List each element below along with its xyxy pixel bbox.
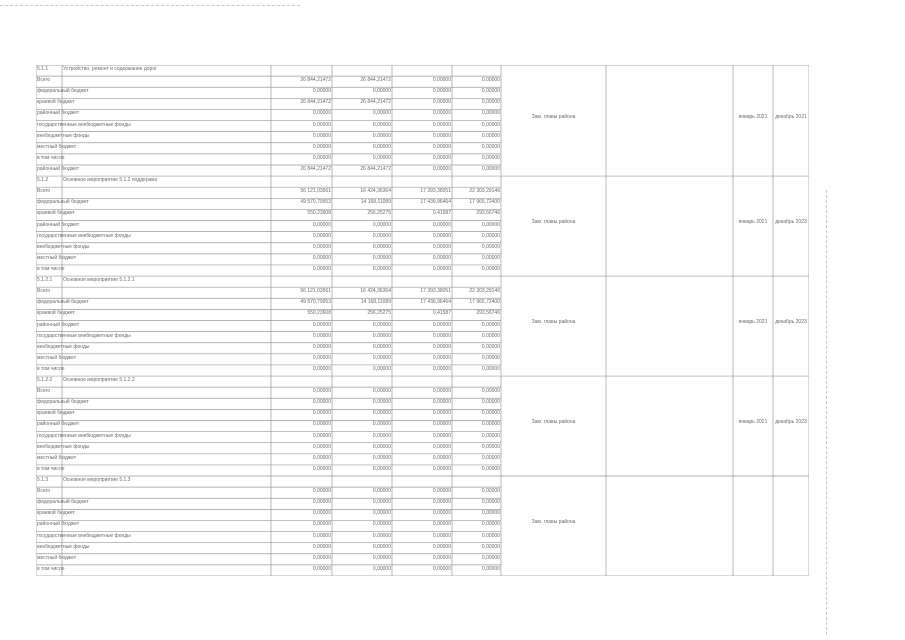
row-value: 0,00000 [432,232,451,239]
row-value: 0,00000 [481,454,500,461]
row-value: 0,00000 [312,499,331,506]
row-value: 0,41587 [432,310,451,317]
row-label: районный бюджет [37,521,80,528]
section-heading: Основное мероприятие 5.1.2.2 [63,377,135,384]
section-heading: Основное мероприятие 5.1.3 [63,477,131,484]
row-label: в том числе [37,265,65,272]
row-value: 0,00000 [312,488,331,495]
row-value: 0,00000 [481,132,500,139]
row-value: 0,00000 [432,99,451,106]
row-label: местный бюджет [37,554,77,561]
row-value: 293,56746 [476,310,500,317]
row-value: 0,00000 [372,565,391,572]
start-date-cell: январь 2021 [738,219,768,226]
row-value: 256,25275 [367,310,391,317]
end-date-cell: декабрь 2023 [775,219,807,226]
row-value: 0,00000 [372,388,391,395]
row-value: 0,00000 [432,321,451,328]
row-value: 0,00000 [372,421,391,428]
row-label: федеральный бюджет [37,299,89,306]
row-value: 0,00000 [312,354,331,361]
row-value: 0,00000 [312,110,331,117]
row-value: 0,00000 [372,410,391,417]
row-label: государственные внебюджетные фонды [37,332,131,339]
row-value: 0,00000 [432,77,451,84]
row-value: 0,00000 [372,243,391,250]
executor-cell: Зам. главы района [531,419,576,426]
section-code: 5.1.2.2 [37,377,53,384]
row-value: 0,00000 [432,465,451,472]
start-date-cell [734,519,772,535]
row-value: 0,00000 [432,554,451,561]
row-value: 0,00000 [432,143,451,150]
result-cell [607,114,732,130]
row-value: 0,00000 [432,165,451,172]
row-label: Всего [37,188,51,195]
end-date-cell [774,519,808,535]
row-label: краевой бюджет [37,510,75,517]
row-value: 0,00000 [432,443,451,450]
row-value: 0,00000 [432,265,451,272]
row-value: 0,00000 [312,343,331,350]
row-value: 0,00000 [481,77,500,84]
row-value: 0,00000 [481,243,500,250]
row-value: 26 844,21472 [300,99,331,106]
row-value: 0,00000 [372,454,391,461]
result-cell [607,319,732,335]
row-value: 0,00000 [372,432,391,439]
row-value: 16 424,36364 [360,188,391,195]
row-value: 0,00000 [432,332,451,339]
row-value: 0,00000 [312,543,331,550]
row-label: в том числе [37,565,65,572]
section-code: 5.1.3 [37,477,49,484]
row-value: 0,00000 [481,554,500,561]
row-value: 0,00000 [372,332,391,339]
row-value: 0,00000 [432,454,451,461]
end-date-cell: декабрь 2023 [775,319,807,326]
row-value: 0,00000 [481,221,500,228]
row-value: 0,00000 [481,432,500,439]
end-date-cell: декабрь 2021 [775,113,807,120]
row-label: государственные внебюджетные фонды [37,232,131,239]
row-value: 0,00000 [312,432,331,439]
row-value: 0,00000 [312,554,331,561]
row-value: 0,00000 [481,165,500,172]
row-value: 0,00000 [312,454,331,461]
row-value: 0,00000 [432,254,451,261]
row-value: 0,00000 [372,343,391,350]
row-label: государственные внебюджетные фонды [37,432,131,439]
executor-cell: Зам. главы района [531,519,576,525]
row-value: 0,00000 [481,343,500,350]
row-label: федеральный бюджет [37,499,89,506]
section-heading: Основное мероприятие 5.1.2.1 [63,277,135,284]
row-value: 0,00000 [481,232,500,239]
row-value: 0,00000 [312,510,331,517]
row-value: 0,00000 [432,388,451,395]
row-value: 0,00000 [312,243,331,250]
row-value: 0,00000 [372,154,391,161]
row-value: 0,00000 [312,132,331,139]
row-value: 0,00000 [312,232,331,239]
row-value: 0,00000 [481,410,500,417]
row-value: 16 424,36364 [360,288,391,295]
row-label: краевой бюджет [37,210,75,217]
row-value: 17 393,38051 [420,188,451,195]
row-value: 0,00000 [481,565,500,572]
row-label: районный бюджет [37,321,80,328]
row-value: 0,00000 [372,88,391,95]
budget-table [36,65,809,576]
row-value: 0,00000 [432,565,451,572]
row-value: 0,00000 [481,265,500,272]
row-label: государственные внебюджетные фонды [37,532,131,539]
row-label: районный бюджет [37,110,80,117]
row-label: Всего [37,288,51,295]
row-value: 0,00000 [481,499,500,506]
row-value: 0,00000 [432,132,451,139]
row-value: 0,00000 [432,521,451,528]
row-value: 0,00000 [372,321,391,328]
row-value: 0,00000 [312,265,331,272]
row-value: 0,00000 [432,110,451,117]
row-value: 0,00000 [432,399,451,406]
row-value: 0,00000 [372,554,391,561]
row-value: 0,00000 [481,443,500,450]
row-value: 56 121,03561 [300,288,331,295]
row-value: 0,00000 [372,532,391,539]
row-value: 0,00000 [372,365,391,372]
row-value: 0,00000 [312,465,331,472]
row-value: 0,00000 [432,121,451,128]
section-heading: Устройство, ремонт и содержание дорог [63,66,157,72]
row-value: 17 393,38051 [420,288,451,295]
row-value: 0,00000 [432,354,451,361]
row-value: 0,00000 [481,488,500,495]
row-value: 0,00000 [432,243,451,250]
row-value: 0,00000 [481,388,500,395]
row-value: 0,00000 [312,521,331,528]
row-label: Всего [37,388,51,395]
row-value: 0,00000 [432,543,451,550]
row-value: 0,00000 [372,510,391,517]
result-cell [607,219,732,235]
row-value: 0,00000 [432,421,451,428]
row-value: 0,00000 [432,88,451,95]
row-value: 0,00000 [312,388,331,395]
row-value: 0,00000 [481,465,500,472]
row-value: 0,00000 [312,332,331,339]
row-value: 0,00000 [481,354,500,361]
row-value: 0,00000 [481,154,500,161]
section-code: 5.1.2.1 [37,277,53,284]
row-label: государственные внебюджетные фонды [37,121,131,128]
row-value: 0,00000 [372,110,391,117]
row-value: 0,00000 [312,532,331,539]
row-label: Всего [37,488,51,495]
row-label: в том числе [37,154,65,161]
row-value: 17 436,96464 [420,199,451,206]
row-label: в том числе [37,365,65,372]
row-value: 49 570,79953 [300,299,331,306]
row-value: 0,00000 [372,521,391,528]
row-value: 0,00000 [372,399,391,406]
section-heading: Основное мероприятие 5.1.2 поддержка [63,177,158,184]
row-label: краевой бюджет [37,410,75,417]
row-label: федеральный бюджет [37,88,89,95]
row-value: 0,00000 [432,532,451,539]
row-value: 0,00000 [481,532,500,539]
row-value: 0,00000 [312,221,331,228]
row-value: 17 965,72400 [469,199,500,206]
row-label: районный бюджет [37,221,80,228]
row-value: 26 844,21472 [360,165,391,172]
row-value: 0,00000 [481,143,500,150]
top-dashed-rule [0,5,300,6]
result-cell [607,419,732,435]
row-value: 0,00000 [312,143,331,150]
row-value: 56 121,03561 [300,188,331,195]
row-label: районный бюджет [37,165,80,172]
start-date-cell: январь 2021 [738,319,768,326]
row-value: 0,00000 [312,321,331,328]
executor-cell: Зам. главы района [531,219,576,226]
row-value: 256,25275 [367,210,391,217]
row-value: 0,00000 [312,121,331,128]
row-label: федеральный бюджет [37,399,89,406]
row-label: местный бюджет [37,354,77,361]
row-value: 0,00000 [312,365,331,372]
row-value: 0,00000 [312,410,331,417]
row-value: 0,00000 [481,88,500,95]
row-value: 0,00000 [481,543,500,550]
row-label: в том числе [37,465,65,472]
row-value: 0,00000 [372,143,391,150]
row-value: 0,00000 [312,88,331,95]
result-cell [607,519,732,535]
row-value: 0,00000 [372,232,391,239]
start-date-cell: январь 2021 [738,113,768,120]
row-value: 14 168,11089 [360,199,391,206]
row-value: 0,00000 [312,443,331,450]
row-value: 0,00000 [432,499,451,506]
row-value: 0,00000 [432,410,451,417]
row-value: 22 303,29146 [469,288,500,295]
row-value: 0,00000 [372,499,391,506]
row-value: 26 844,21472 [300,77,331,84]
row-value: 17 436,96464 [420,299,451,306]
row-value: 0,00000 [372,354,391,361]
row-label: Всего [37,77,51,84]
row-value: 0,00000 [481,121,500,128]
row-value: 0,00000 [312,154,331,161]
row-value: 0,00000 [481,254,500,261]
row-value: 0,00000 [432,432,451,439]
row-value: 0,00000 [432,488,451,495]
row-label: местный бюджет [37,254,77,261]
row-value: 0,00000 [432,343,451,350]
row-value: 26 844,21472 [360,99,391,106]
row-value: 550,23608 [307,310,331,317]
row-value: 0,00000 [481,421,500,428]
row-value: 293,56746 [476,210,500,217]
row-value: 0,00000 [481,365,500,372]
row-label: местный бюджет [37,143,77,150]
row-value: 0,00000 [372,132,391,139]
row-value: 0,00000 [372,443,391,450]
row-value: 17 965,72400 [469,299,500,306]
executor-cell: Зам. главы района [531,319,576,326]
section-code: 5.1.1 [37,66,49,72]
row-value: 0,00000 [432,510,451,517]
row-label: внебюджетные фонды [37,443,90,450]
row-value: 0,00000 [372,121,391,128]
row-value: 0,00000 [312,565,331,572]
row-value: 0,00000 [372,543,391,550]
row-label: краевой бюджет [37,310,75,317]
row-value: 0,00000 [372,265,391,272]
row-value: 0,41587 [432,210,451,217]
row-value: 0,00000 [372,221,391,228]
row-value: 14 168,11089 [360,299,391,306]
row-value: 0,00000 [372,254,391,261]
row-label: внебюджетные фонды [37,343,90,350]
row-value: 0,00000 [372,465,391,472]
row-value: 0,00000 [481,521,500,528]
row-value: 550,23608 [307,210,331,217]
row-value: 0,00000 [481,399,500,406]
executor-cell: Зам. главы района [531,113,576,120]
row-value: 0,00000 [432,154,451,161]
row-label: федеральный бюджет [37,199,89,206]
row-label: краевой бюджет [37,99,75,106]
row-label: районный бюджет [37,421,80,428]
start-date-cell: январь 2021 [738,419,768,426]
row-value: 0,00000 [432,365,451,372]
end-date-cell: декабрь 2023 [775,419,807,426]
row-value: 0,00000 [312,421,331,428]
row-label: местный бюджет [37,454,77,461]
row-value: 0,00000 [312,399,331,406]
row-value: 0,00000 [481,321,500,328]
row-label: внебюджетные фонды [37,543,90,550]
row-value: 0,00000 [481,110,500,117]
section-code: 5.1.2 [37,177,49,184]
row-value: 26 844,21472 [360,77,391,84]
row-value: 49 570,79953 [300,199,331,206]
right-dashed-rule [826,190,827,635]
row-value: 26 844,21472 [300,165,331,172]
row-value: 0,00000 [432,221,451,228]
row-value: 0,00000 [481,510,500,517]
row-value: 0,00000 [481,332,500,339]
row-value: 0,00000 [481,99,500,106]
row-value: 0,00000 [312,254,331,261]
row-value: 22 303,29146 [469,188,500,195]
row-label: внебюджетные фонды [37,243,90,250]
row-label: внебюджетные фонды [37,132,90,139]
row-value: 0,00000 [372,488,391,495]
